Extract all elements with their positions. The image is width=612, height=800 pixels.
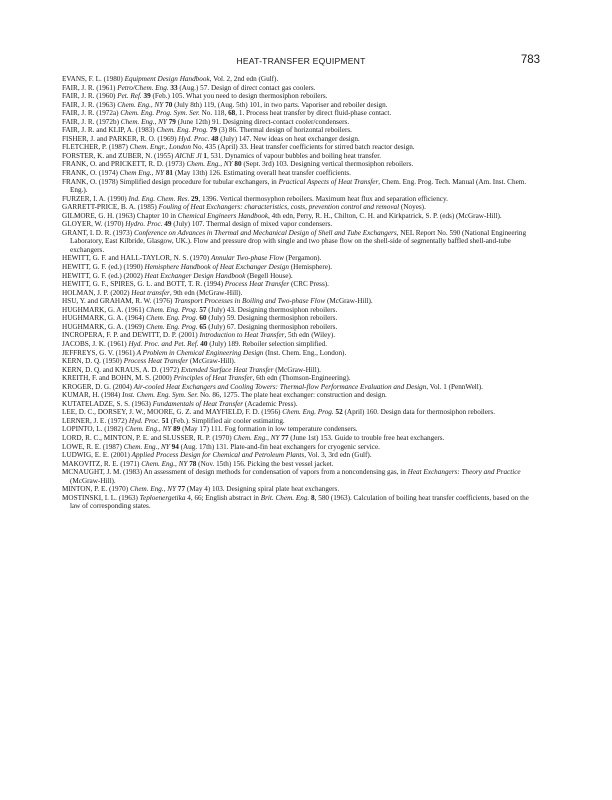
- reference-source-title: Hyd. Proc. and Pet. Ref.: [128, 339, 199, 348]
- reference-entry: [62, 383, 540, 392]
- reference-volume: 57: [197, 305, 207, 314]
- reference-entry: [62, 109, 540, 118]
- reference-entry: [62, 306, 540, 315]
- reference-text: , 580 (1963). Calculation of boiling heat transfer coefficients, based on the law of corresponding states.: [70, 493, 529, 511]
- reference-source-title: Chem. Eng., NY: [120, 117, 167, 126]
- reference-entry: [62, 178, 540, 195]
- reference-source-title: Extended Surface Heat Transfer: [181, 365, 274, 374]
- reference-entry: [62, 400, 540, 409]
- reference-source-title: Hyd. Proc.: [178, 134, 210, 143]
- reference-text: (Aug. 17th) 131. Plate-and-fin heat exchangers for cryogenic service.: [178, 442, 380, 451]
- reference-text: (Inst. Chem. Eng., London).: [263, 348, 347, 357]
- reference-list: [62, 75, 540, 511]
- reference-source-title: Chem. Eng. Prog. Sym. Ser.: [120, 109, 200, 118]
- reference-authors: HOLMAN, J. P. (2002): [62, 288, 132, 297]
- reference-authors: KROGER, D. G. (2004): [62, 382, 134, 391]
- reference-source-title: Conference on Advances in Thermal and Mechanical Design of Shell and Tube Exchangers: [133, 228, 397, 237]
- reference-text: , NEL Report No. 590 (National Engineering Laboratory, East Kilbride, Glasgow, UK.). Flow and pressure drop with single and two phase flow on the shell-side of segmentally baffled shell-and-tube exchangers.: [70, 228, 527, 254]
- reference-source-title: Chemical Engineers Handbook: [177, 211, 269, 220]
- reference-text: (Aug.) 57. Design of direct contact gas coolers.: [177, 83, 316, 92]
- reference-text: (Feb.) 105. What you need to design thermosiphon reboilers.: [150, 92, 328, 101]
- reference-text: No. 435 (April) 33. Heat transfer coefficients for stirred batch reactor design.: [190, 143, 415, 152]
- reference-text: (Nov. 15th) 156. Picking the best vessel jacket.: [196, 459, 334, 468]
- reference-entry: [62, 160, 540, 169]
- reference-source-title: Chem. Eng. Prog.: [146, 314, 198, 323]
- reference-authors: HSU, Y. and GRAHAM, R. W. (1976): [62, 297, 175, 306]
- reference-authors: JACOBS, J. K. (1961): [62, 339, 129, 348]
- reference-text: (May 17) 111. Fog formation in low temperature condensers.: [180, 425, 358, 434]
- reference-volume: 70: [163, 100, 173, 109]
- reference-source-title: A Problem in Chemical Engineering Design: [136, 348, 264, 357]
- reference-source-title: Hydro. Proc.: [125, 220, 163, 229]
- reference-text: , Vol. 1 (PennWell).: [426, 382, 483, 391]
- reference-text: (July) 147. New ideas on heat exchanger design.: [218, 134, 360, 143]
- reference-volume: 8: [309, 493, 315, 502]
- reference-entry: [62, 263, 540, 272]
- reference-authors: FRANK, O. (1974): [62, 169, 120, 178]
- reference-source-title: Heat Exchanger Design Handbook: [144, 271, 246, 280]
- reference-authors: KERN, D. Q. and KRAUS, A. D. (1972): [62, 365, 181, 374]
- reference-source-title: Pet. Ref.: [117, 92, 142, 101]
- reference-authors: FISHER, J. and PARKER, R. O. (1969): [62, 134, 179, 143]
- reference-authors: FAIR, J. R. (1972b): [62, 117, 121, 126]
- reference-authors: LOWE, R. E. (1987): [62, 442, 124, 451]
- reference-text: (April) 160. Design data for thermosiphon reboilers.: [342, 408, 495, 417]
- reference-text: , 531. Dynamics of vapour bubbles and boiling heat transfer.: [206, 151, 382, 160]
- reference-source-title: Annular Two-phase Flow: [210, 254, 284, 263]
- reference-authors: INCROPERA, F. P. and DEWITT, D. P. (2001): [62, 331, 200, 340]
- reference-entry: [62, 451, 540, 460]
- reference-authors: LEE, D. C., DORSEY, J. W., MOORE, G. Z. and MAYFIELD, F. D. (1956): [62, 408, 283, 417]
- reference-entry: [62, 254, 540, 263]
- reference-entry: [62, 417, 540, 426]
- reference-text: (July) 107. Thermal design of mixed vapor condensers.: [171, 220, 333, 229]
- reference-text: , 4th edn, Perry, R. H., Chilton, C. H. and Kirkpatrick, S. P. (eds) (McGraw-Hill).: [268, 211, 502, 220]
- reference-source-title: Hemisphere Handbook of Heat Exchanger Design: [144, 263, 289, 272]
- page-header: [62, 54, 540, 70]
- reference-source-title: Fouling of Heat Exchangers: characteristics, costs, prevention control and removal: [158, 203, 400, 212]
- reference-text: (McGraw-Hill).: [70, 476, 116, 485]
- reference-text: (CRC Press).: [289, 280, 329, 289]
- reference-source-title: Chem. Engr., London: [129, 143, 191, 152]
- reference-source-title: Ind. Eng. Chem. Res.: [128, 194, 190, 203]
- reference-authors: FORSTER, K. and ZUBER, N. (1955): [62, 151, 176, 160]
- reference-text: No. 118,: [199, 109, 229, 118]
- reference-entry: [62, 195, 540, 204]
- reference-volume: 39: [141, 92, 151, 101]
- reference-authors: GLOYER, W. (1970): [62, 220, 126, 229]
- reference-source-title: Fundamentals of Heat Transfer: [152, 399, 244, 408]
- reference-volume: 77: [279, 433, 289, 442]
- reference-source-title: Chem. Eng., NY: [125, 425, 172, 434]
- reference-entry: [62, 75, 540, 84]
- reference-authors: JEFFREYS, G. V. (1961): [62, 348, 137, 357]
- reference-entry: [62, 331, 540, 340]
- reference-entry: [62, 101, 540, 110]
- reference-text: (Noyes).: [399, 203, 426, 212]
- reference-text: (June 1st) 153. Guide to trouble free heat exchangers.: [288, 433, 445, 442]
- reference-authors: HUGHMARK, G. A. (1969): [62, 322, 147, 331]
- reference-text: (July) 59. Designing thermosiphon reboilers.: [206, 314, 338, 323]
- reference-authors: KUTATELADZE, S. S. (1963): [62, 399, 153, 408]
- reference-source-title: Process Heat Transfer: [123, 357, 189, 366]
- reference-volume: 52: [333, 408, 343, 417]
- reference-entry: [62, 494, 540, 511]
- reference-entry: [62, 229, 540, 255]
- reference-source-title: Chem. Eng., NY: [141, 459, 188, 468]
- reference-authors: LUDWIG, E. E. (2001): [62, 451, 132, 460]
- reference-source-title: Chem. Eng., NY: [186, 160, 233, 169]
- reference-volume: 81: [164, 169, 174, 178]
- reference-entry: [62, 485, 540, 494]
- reference-volume: 79: [166, 117, 176, 126]
- reference-text: , 6th edn (Thomson-Engineering).: [252, 374, 351, 383]
- reference-volume: 77: [176, 485, 186, 494]
- reference-volume: 33: [168, 83, 178, 92]
- reference-authors: FAIR, J. R. (1963): [62, 100, 118, 109]
- reference-authors: HEWITT, G. F. (ed.) (2002): [62, 271, 145, 280]
- reference-entry: [62, 212, 540, 221]
- reference-text: (McGraw-Hill).: [273, 365, 321, 374]
- reference-authors: HEWITT, G. F. and HALL-TAYLOR, N. S. (1970): [62, 254, 211, 263]
- reference-volume: 1: [201, 151, 207, 160]
- reference-source-title: Inst. Chem. Eng. Sym. Ser.: [122, 391, 199, 400]
- reference-entry: [62, 366, 540, 375]
- reference-text: (July) 67. Designing thermosiphon reboilers.: [206, 322, 338, 331]
- reference-authors: HUGHMARK, G. A. (1961): [62, 305, 147, 314]
- reference-source-title: Hyd. Proc.: [128, 416, 160, 425]
- reference-entry: [62, 443, 540, 452]
- reference-authors: FRANK, O. and PRICKETT, R. D. (1973): [62, 160, 187, 169]
- reference-text: , Vol. 2, 2nd edn (Gulf).: [209, 75, 279, 83]
- reference-authors: HUGHMARK, G. A. (1964): [62, 314, 147, 323]
- reference-entry: [62, 135, 540, 144]
- reference-entry: [62, 408, 540, 417]
- reference-entry: [62, 169, 540, 178]
- reference-authors: LORD, R. C., MINTON, P. E. and SLUSSER, R. P. (1970): [62, 433, 234, 442]
- reference-source-title: Petro/Chem. Eng.: [117, 83, 169, 92]
- reference-text: (3) 86. Thermal design of horizontal reboilers.: [216, 126, 352, 135]
- reference-text: (June 12th) 91. Designing direct-contact cooler/condensers.: [175, 117, 350, 126]
- reference-volume: 78: [187, 459, 197, 468]
- reference-entry: [62, 203, 540, 212]
- reference-text: (Sept. 3rd) 103. Designing vertical thermosiphon reboilers.: [241, 160, 414, 169]
- reference-entry: [62, 340, 540, 349]
- reference-authors: KREITH, F. and BOHN, M. S. (2000): [62, 374, 174, 383]
- reference-text: (Feb.). Simplified air cooler estimating.: [168, 416, 285, 425]
- reference-source-title: Transport Processes in Boiling and Two-phase Flow: [174, 297, 326, 306]
- reference-text: (Hemisphere).: [288, 263, 333, 272]
- reference-authors: FAIR, J. R. (1960): [62, 92, 118, 101]
- reference-volume: 68: [228, 109, 236, 118]
- reference-entry: [62, 391, 540, 400]
- reference-volume: 40: [198, 339, 208, 348]
- reference-text: , 1. Process heat transfer by direct fluid-phase contact.: [235, 109, 392, 118]
- reference-authors: HEWITT, G. F., SPIRES, G. L. and BOTT, T. R. (1994): [62, 280, 225, 289]
- reference-entry: [62, 143, 540, 152]
- reference-authors: LOPINTO, L. (1982): [62, 425, 126, 434]
- reference-source-title: Chem. Eng., NY: [129, 485, 177, 494]
- reference-authors: FAIR, J. R. (1972a): [62, 109, 121, 118]
- reference-entry: [62, 314, 540, 323]
- reference-source-title: Chem. Eng., NY: [117, 100, 164, 109]
- reference-text: (Academic Press).: [243, 399, 298, 408]
- reference-entry: [62, 272, 540, 281]
- reference-text: (May 13th) 126. Estimating overall heat transfer coefficients.: [173, 169, 351, 178]
- reference-text: (July) 189. Reboiler selection simplified.: [207, 339, 328, 348]
- reference-authors: KERN, D. Q. (1950): [62, 357, 124, 366]
- reference-source-title: Chem. Eng., NY: [233, 433, 280, 442]
- reference-text: , 1396. Vertical thermosyphon reboilers. Maximum heat flux and separation efficiency.: [198, 194, 448, 203]
- reference-source-title: Air-cooled Heat Exchangers and Cooling Towers: Thermal-flow Performance Evaluation and Design: [133, 382, 427, 391]
- reference-text: (May 4) 103. Designing spiral plate heat exchangers.: [185, 485, 340, 494]
- reference-text: (July 8th) 119, (Aug. 5th) 101, in two parts. Vaporiser and reboiler design.: [172, 100, 388, 109]
- reference-text: (Pergamon).: [283, 254, 322, 263]
- page-number: 783: [520, 54, 540, 66]
- reference-source-title: Chem. Eng. Prog.: [146, 305, 198, 314]
- reference-source-title: Chem. Eng., NY: [123, 442, 170, 451]
- reference-entry: [62, 434, 540, 443]
- reference-source-title: Equipment Design Handbook: [124, 75, 210, 83]
- reference-text: (Begell House).: [245, 271, 293, 280]
- reference-source-title: Practical Aspects of Heat Transfer: [278, 177, 379, 186]
- reference-authors: MCNAUGHT, J. M. (1983) An assessment of design methods for condensation of vapors from a noncondensing gas, in: [62, 468, 408, 477]
- reference-authors: FAIR, J. R. and KLIP, A. (1983): [62, 126, 157, 135]
- reference-entry: [62, 289, 540, 298]
- reference-authors: FRANK, O. (1978) Simplified design procedure for tubular exchangers, in: [62, 177, 279, 186]
- reference-volume: 29: [189, 194, 199, 203]
- reference-entry: [62, 349, 540, 358]
- reference-volume: 65: [197, 322, 207, 331]
- reference-authors: HEWITT, G. F. (ed.) (1990): [62, 263, 145, 272]
- reference-entry: [62, 323, 540, 332]
- reference-text: , 5th edn (Wiley).: [284, 331, 336, 340]
- reference-volume: 48: [209, 134, 219, 143]
- reference-entry: [62, 425, 540, 434]
- reference-authors: GRANT, I. D. R. (1973): [62, 228, 134, 237]
- reference-source-title: Teploenergetika: [139, 493, 186, 502]
- reference-authors: FURZER, I. A. (1990): [62, 194, 129, 203]
- reference-entry: [62, 468, 540, 485]
- reference-volume: 79: [207, 126, 217, 135]
- reference-authors: KUMAR, H. (1984): [62, 391, 123, 400]
- reference-entry: [62, 374, 540, 383]
- reference-authors: GILMORE, G. H. (1963) Chapter 10 in: [62, 211, 178, 220]
- reference-text: 4, 66; English abstract in: [185, 493, 261, 502]
- running-head: HEAT-TRANSFER EQUIPMENT: [236, 56, 366, 66]
- reference-volume: 49: [162, 220, 172, 229]
- reference-source-title: Chem Eng., NY: [119, 169, 165, 178]
- reference-entry: [62, 84, 540, 93]
- reference-volume: 51: [159, 416, 169, 425]
- reference-source-title: Chem. Eng. Prog.: [146, 322, 198, 331]
- reference-entry: [62, 92, 540, 101]
- reference-authors: MOSTINSKI, I. L. (1963): [62, 493, 140, 502]
- reference-entry: [62, 152, 540, 161]
- reference-volume: 94: [169, 442, 179, 451]
- reference-source-title: Process Heat Transfer: [224, 280, 290, 289]
- reference-text: (McGraw-Hill).: [325, 297, 373, 306]
- reference-text: (July) 43. Designing thermosiphon reboilers.: [206, 305, 338, 314]
- reference-source-title: Chem. Eng. Prog.: [156, 126, 208, 135]
- reference-volume: 89: [171, 425, 181, 434]
- reference-text: , 9th edn (McGraw-Hill).: [169, 288, 243, 297]
- reference-entry: [62, 280, 540, 289]
- reference-entry: [62, 297, 540, 306]
- reference-source-title: Brit. Chem. Eng.: [260, 493, 310, 502]
- reference-authors: EVANS, F. L. (1980): [62, 75, 125, 83]
- reference-text: No. 86, 1275. The plate heat exchanger: construction and design.: [198, 391, 387, 400]
- reference-source-title: Chem. Eng. Prog.: [282, 408, 334, 417]
- reference-entry: [62, 357, 540, 366]
- reference-authors: LERNER, J. E. (1972): [62, 416, 129, 425]
- reference-authors: FAIR, J. R. (1961): [62, 83, 118, 92]
- reference-source-title: Introduction to Heat Transfer: [199, 331, 285, 340]
- reference-entry: [62, 220, 540, 229]
- reference-authors: FLETCHER, P. (1987): [62, 143, 130, 152]
- reference-entry: [62, 126, 540, 135]
- reference-text: (McGraw-Hill).: [188, 357, 236, 366]
- reference-authors: MAKOVITZ, R. E. (1971): [62, 459, 142, 468]
- reference-entry: [62, 118, 540, 127]
- reference-text: , Chem. Eng. Prog. Tech. Manual (Am. Inst. Chem. Eng.).: [70, 177, 527, 195]
- reference-entry: [62, 460, 540, 469]
- reference-volume: 80: [232, 160, 242, 169]
- reference-authors: MINTON, P. E. (1970): [62, 485, 130, 494]
- reference-authors: GARRETT-PRICE, B. A. (1985): [62, 203, 159, 212]
- reference-source-title: Principles of Heat Transfer: [173, 374, 253, 383]
- reference-source-title: Applied Process Design for Chemical and Petroleum Plants: [131, 451, 305, 460]
- reference-volume: 60: [197, 314, 207, 323]
- reference-source-title: Heat transfer: [131, 288, 170, 297]
- reference-source-title: AIChE Jl: [175, 151, 202, 160]
- reference-text: , Vol. 3, 3rd edn (Gulf).: [304, 451, 372, 460]
- reference-source-title: Heat Exchangers: Theory and Practice: [407, 468, 521, 477]
